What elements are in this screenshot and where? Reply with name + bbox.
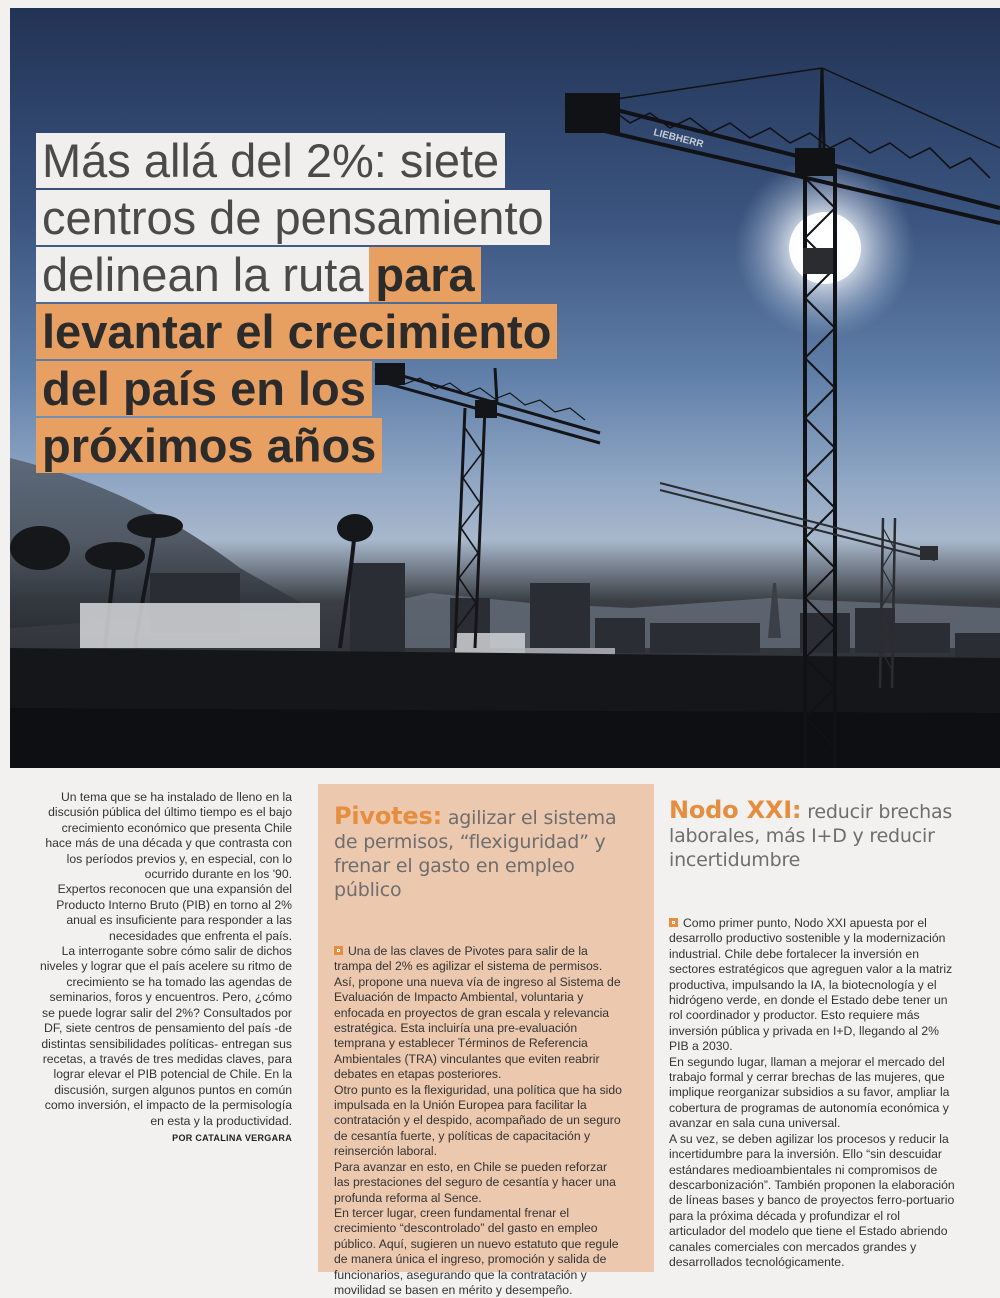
pivotes-brand: Pivotes:	[334, 802, 442, 830]
hero-photo	[10, 8, 1000, 768]
nodo-title	[669, 798, 959, 872]
headline-line-3-bold: para	[369, 247, 480, 302]
crane-brand-label: LIEBHERR	[652, 127, 705, 151]
pivotes-body	[334, 944, 624, 1298]
nodo-body	[669, 916, 959, 1270]
headline-line-5: del país en los	[36, 361, 372, 416]
intro-column	[40, 790, 292, 1146]
nodo-paragraph-2: En segundo lugar, llaman a mejorar el mercado del trabajo formal y cerrar brechas de las mujeres, que implique reorganizar subsidios a su favor, ampliar la cobertura de programas de autonomía económica y avanzar en sala cuna universal.	[669, 1054, 950, 1131]
headline-line-4: levantar el crecimiento	[36, 304, 557, 359]
headline-line-1: Más allá del 2%: siete	[36, 133, 505, 188]
nodo-column	[669, 798, 959, 1270]
byline: POR CATALINA VERGARA	[172, 1132, 292, 1143]
nodo-paragraph-1: Como primer punto, Nodo XXI apuesta por el desarrollo productivo sostenible y la modernización industrial. Chile debe fortalecer la inversión en sectores estratégicos que agreguen valor a la matriz productiva, impulsando la IA, la biotecnología y el hidrógeno verde, en donde el Estado debe tener un rol coordinador y productor. Esto requiere más inversión pública y privada en I+D, llegando al 2% PIB a 2030.	[669, 916, 953, 1054]
headline-line-2: centros de pensamiento	[36, 190, 550, 245]
nodo-subtitle: reducir brechas laborales, más I+D y reducir incertidumbre	[669, 801, 953, 871]
nodo-brand: Nodo XXI:	[669, 796, 802, 824]
nodo-paragraph-3: A su vez, se deben agilizar los procesos y reducir la incertidumbre para la inversión. Ello “sin descuidar estándares medioambientales ni compromisos de descarbonización”. También proponen la elaboración de líneas bases y banco de proyectos ferro-portuario para la próxima década y profundizar el rol articulador del modelo que tiene el Estado abriendo canales comerciales con mercados grandes y desarrollados tecnológicamente.	[669, 1131, 955, 1269]
pivotes-subtitle: agilizar el sistema de permisos, “flexiguridad” y frenar el gasto en empleo público	[334, 807, 617, 901]
square-bullet-icon	[669, 918, 678, 927]
pivotes-box	[318, 784, 654, 1297]
intro-paragraph-3: La interrogante sobre cómo salir de dichos niveles y lograr que el país acelere su ritmo de crecimiento se ha tomado las agendas de seminarios, foros y encuentros. Pero, ¿cómo se puede lograr salir del 2%? Consultados por DF, siete centros de pensamiento del país -de distintas sensibilidades políticas- entregan sus recetas, a través de tres medidas claves, para lograr elevar el PIB potencial de Chile. En la discusión, surgen algunos puntos en común como inversión, el impacto de la permisología en esta y la productividad.	[40, 944, 293, 1128]
pivotes-paragraph-3: Para avanzar en esto, en Chile se pueden reforzar las prestaciones del seguro de cesantía y hacer una profunda reforma al Sence.	[334, 1159, 616, 1205]
intro-paragraph-2: Expertos reconocen que una expansión del Producto Interno Bruto (PIB) en torno al 2% anual es insuficiente para responder a las necesidades que enfrenta el país.	[56, 882, 292, 943]
pivotes-paragraph-1: Una de las claves de Pivotes para salir de la trampa del 2% es agilizar el sistema de permisos. Así, propone una nueva vía de ingreso al Sistema de Evaluación de Impacto Ambiental, voluntaria y enfocada en proyectos de gran escala y relevancia estratégica. Esta incluiría una pre-evaluación temprana y establecer Términos de Referencia Ambientales (TRA) vinculantes que eviten reabrir debates en etapas posteriores.	[334, 944, 621, 1082]
square-bullet-icon	[334, 946, 343, 955]
pivotes-paragraph-2: Otro punto es la flexiguridad, una política que ha sido impulsada en la Unión Europea para facilitar la contratación y el despido, acompañado de un seguro de cesantía fuerte, y políticas de capacitación y reinserción laboral.	[334, 1082, 622, 1159]
headline-line-3: delinean la ruta	[36, 247, 369, 302]
intro-paragraph-1: Un tema que se ha instalado de lleno en la discusión pública del último tiempo es el bajo crecimiento económico que presenta Chile hace más de una década y que contrasta con los períodos previos y, en especial, con lo ocurrido durante en los '90.	[45, 790, 292, 882]
headline	[36, 132, 636, 474]
pivotes-title	[334, 804, 624, 902]
pivotes-paragraph-4: En tercer lugar, creen fundamental frenar el crecimiento “descontrolado” del gasto en empleo público. Aquí, sugieren un nuevo estatuto que regule de manera única el ingreso, promoción y salida de funcionarios, asegurando que la contratación y movilidad se basen en mérito y desempeño.	[334, 1205, 619, 1297]
background-watermark	[0, 770, 40, 1278]
headline-line-6: próximos años	[36, 418, 382, 473]
